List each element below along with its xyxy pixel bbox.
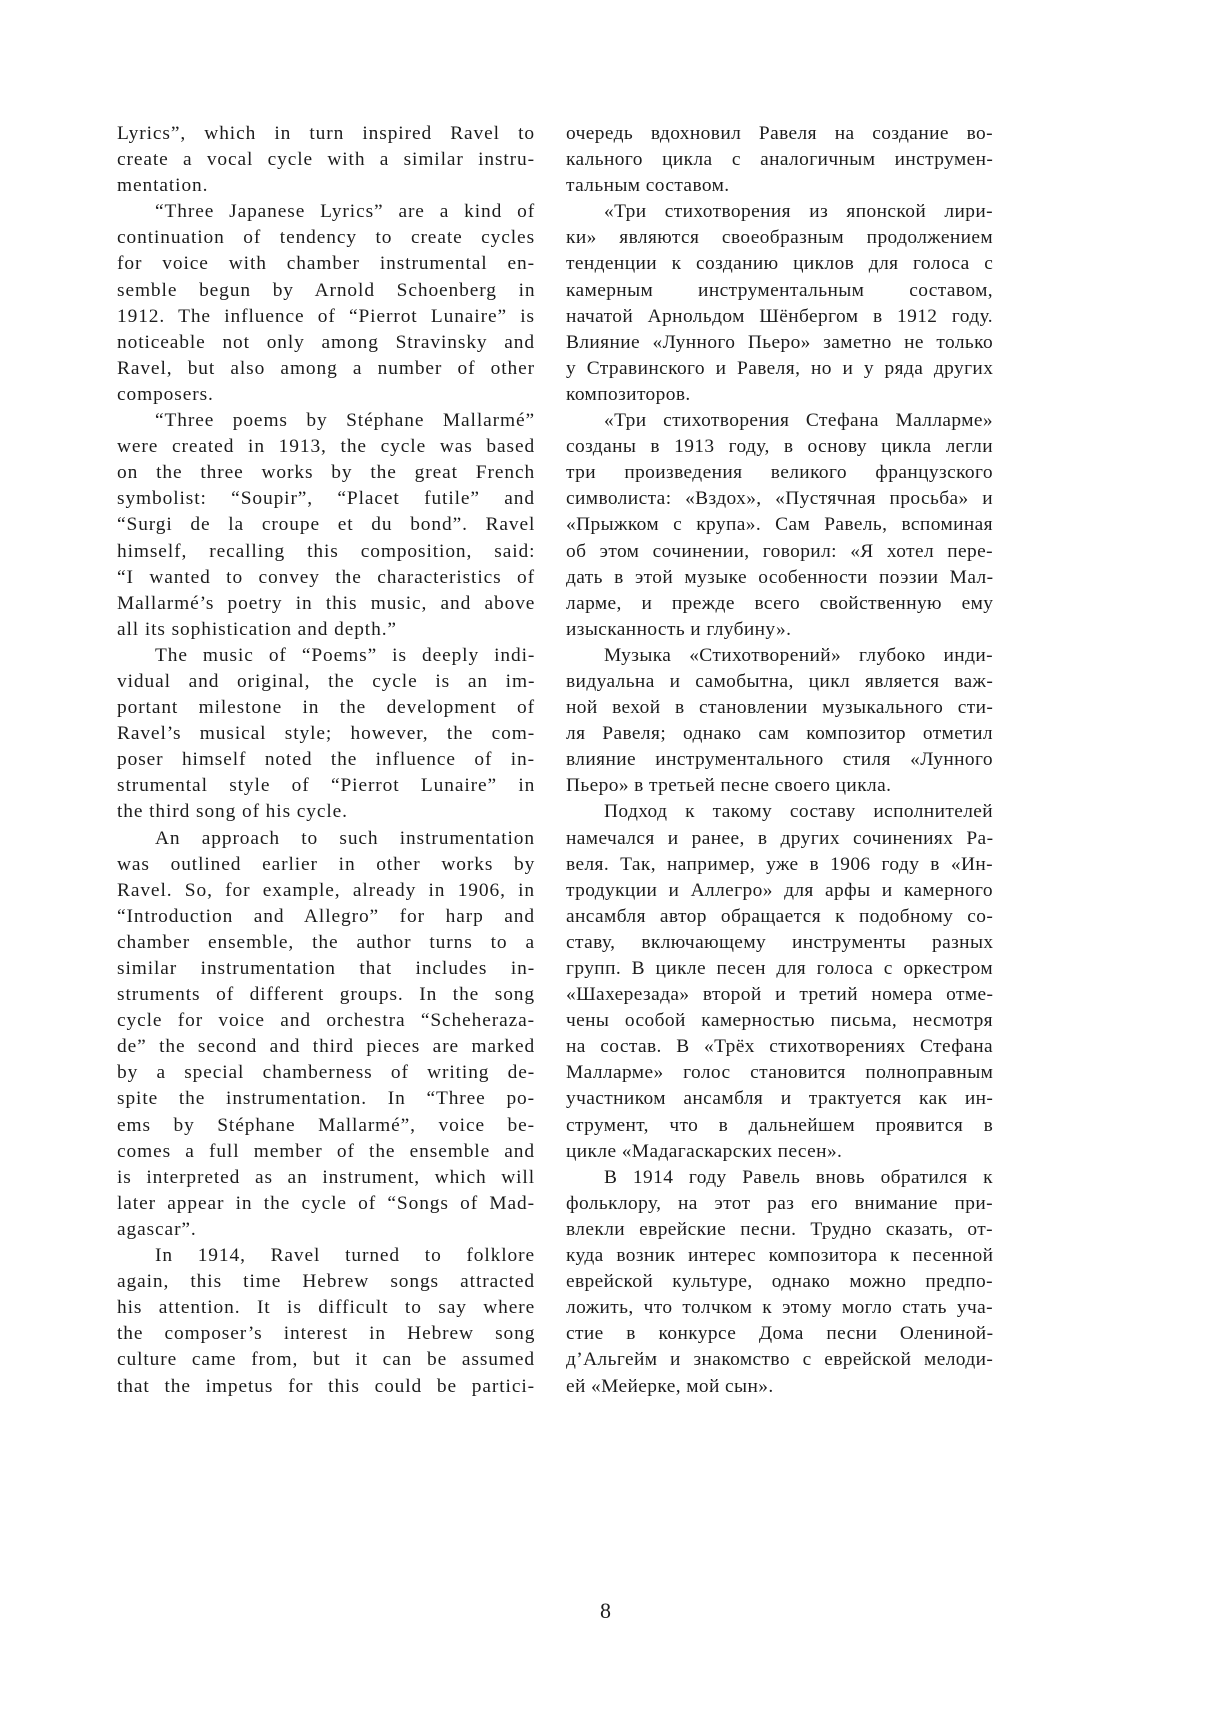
text-line: struments of different groups. In the song (117, 984, 535, 1006)
paragraph (566, 408, 993, 643)
text-line: the third song of his cycle. (117, 801, 348, 823)
text-line: were created in 1913, the cycle was based (117, 436, 536, 458)
text-line: созданы в 1913 году, в основу цикла легли (566, 436, 993, 458)
text-line: влекли еврейские песни. Трудно сказать, от- (566, 1218, 993, 1240)
text-line: композиторов. (566, 383, 691, 405)
text-line: strumental style of “Pierrot Lunaire” in (117, 775, 536, 797)
text-line: for voice with chamber instrumental en- (117, 253, 535, 275)
text-line: «Шахерезада» второй и третий номера отме- (566, 984, 994, 1006)
paragraph (117, 826, 535, 1244)
text-line: веля. Так, например, уже в 1906 году в «Ин- (566, 853, 993, 875)
text-line: участником ансамбля и трактуется как ин- (566, 1088, 994, 1110)
text-line: у Стравинского и Равеля, но и у ряда других (566, 357, 994, 379)
text-line: видуальна и самобытна, цикл является важ- (566, 670, 994, 692)
text-line: noticeable not only among Stravinsky and (117, 331, 535, 353)
text-line: ложить, что толчком к этому могло стать уча- (566, 1297, 993, 1319)
text-line: cycle for voice and orchestra “Scheheraza- (117, 1010, 535, 1032)
text-line: д’Альгейм и знакомство с еврейской мелоди- (566, 1349, 994, 1371)
text-line: Малларме» голос становится полноправным (566, 1062, 994, 1084)
text-line: mentation. (117, 175, 209, 197)
text-line: “Surgi de la croupe et du bond”. Ravel (117, 514, 536, 536)
text-line: намечался и ранее, в других сочинениях Ра- (566, 827, 994, 849)
text-line: on the three works by the great French (117, 462, 536, 484)
text-line: струмент, что в дальнейшем проявится в (566, 1114, 994, 1136)
paragraph (117, 408, 535, 643)
text-line: comes a full member of the ensemble and (117, 1140, 535, 1162)
text-line: ставу, включающему инструменты разных (566, 931, 994, 953)
paragraph (117, 121, 535, 199)
text-line: ной вехой в становлении музыкального сти- (566, 697, 994, 719)
text-line: «Три стихотворения из японской лири- (604, 201, 993, 223)
text-line: again, this time Hebrew songs attracted (117, 1271, 535, 1293)
text-line: ля Равеля; однако сам композитор отметил (566, 723, 993, 745)
text-line: culture came from, but it can be assumed (117, 1349, 535, 1371)
text-line: was outlined earlier in other works by (117, 853, 536, 875)
paragraph (117, 643, 535, 826)
text-line: три произведения великого французского (566, 462, 993, 484)
text-line: Lyrics”, which in turn inspired Ravel to (117, 123, 535, 144)
text-line: ансамбля автор обращается к подобному со- (566, 905, 994, 927)
paragraph (566, 799, 993, 1164)
text-line: об этом сочинении, говорил: «Я хотел пере- (566, 540, 994, 562)
text-line: куда возник интерес композитора к песенной (566, 1245, 994, 1267)
text-line: himself, recalling this composition, said: (117, 540, 536, 562)
text-line: ларме, и прежде всего свойственную ему (566, 592, 994, 614)
text-line: de” the second and third pieces are marked (117, 1036, 536, 1058)
paragraph (117, 199, 535, 408)
text-line: стие в конкурсе Дома песни Олениной- (566, 1323, 994, 1345)
text-line: начатой Арнольдом Шёнбергом в 1912 году. (566, 305, 993, 327)
text-line: “Three poems by Stéphane Mallarmé” (155, 410, 535, 432)
text-line: на состав. В «Трёх стихотворениях Стефана (566, 1036, 993, 1058)
text-line: “Introduction and Allegro” for harp and (117, 905, 535, 927)
paragraph (566, 199, 993, 408)
text-line: his attention. It is difficult to say where (117, 1297, 536, 1319)
text-line: continuation of tendency to create cycles (117, 227, 536, 249)
text-line: чены особой камерностью письма, несмотря (566, 1010, 993, 1032)
text-line: тальным составом. (566, 175, 730, 197)
text-line: ей «Мейерке, мой сын». (566, 1375, 774, 1397)
text-line: Влияние «Лунного Пьеро» заметно не только (566, 331, 994, 353)
text-line: Пьеро» в третьей песне своего цикла. (566, 775, 892, 797)
text-line: composers. (117, 383, 214, 405)
text-line: Подход к такому составу исполнителей (604, 801, 994, 823)
text-line: Ravel, but also among a number of other (117, 357, 535, 379)
text-line: Музыка «Стихотворений» глубоко инди- (604, 644, 993, 666)
text-line: групп. В цикле песен для голоса с оркестром (566, 958, 993, 979)
text-line: create a vocal cycle with a similar instru- (117, 149, 535, 171)
text-line: ки» являются своеобразным продолжением (566, 227, 994, 249)
text-line: poser himself noted the influence of in- (117, 749, 535, 771)
text-line: semble begun by Arnold Schoenberg in (117, 279, 536, 301)
text-line: тенденции к созданию циклов для голоса с (566, 253, 994, 275)
text-line: the composer’s interest in Hebrew song (117, 1323, 536, 1345)
text-line: 1912. The influence of “Pierrot Lunaire” is (117, 305, 535, 327)
text-line: “Three Japanese Lyrics” are a kind of (155, 201, 536, 223)
text-line: цикле «Мадагаскарских песен». (566, 1140, 843, 1162)
text-line: all its sophistication and depth.” (117, 618, 397, 640)
text-line: очередь вдохновил Равеля на создание во- (566, 123, 993, 144)
text-line: vidual and original, the cycle is an im- (117, 670, 536, 692)
text-line: влияние инструментального стиля «Лунного (566, 749, 993, 771)
text-line: portant milestone in the development of (117, 697, 535, 719)
text-line: еврейской культуре, однако можно предпо- (566, 1271, 993, 1293)
text-line: фольклору, на этот раз его внимание при- (566, 1192, 993, 1214)
text-line: символиста: «Вздох», «Пустячная просьба» и (566, 488, 993, 510)
text-line: In 1914, Ravel turned to folklore (155, 1245, 535, 1267)
text-line: кального цикла с аналогичным инструмен- (566, 149, 994, 171)
text-line: symbolist: “Soupir”, “Placet futile” and (117, 488, 535, 510)
text-line: An approach to such instrumentation (155, 827, 535, 849)
text-line: similar instrumentation that includes in- (117, 958, 536, 979)
text-line: by a special chamberness of writing de- (117, 1062, 536, 1084)
text-line: Ravel’s musical style; however, the com- (117, 723, 536, 745)
text-line: chamber ensemble, the author turns to a (117, 931, 535, 953)
text-line: “I wanted to convey the characteristics of (117, 566, 535, 588)
text-line: дать в этой музыке особенности поэзии Мал- (566, 566, 994, 588)
paragraph (566, 1165, 993, 1400)
text-line: изысканность и глубину». (566, 618, 792, 640)
text-line: «Три стихотворения Стефана Малларме» (604, 410, 993, 432)
text-line: камерным инструментальным составом, (566, 279, 993, 301)
paragraph (566, 121, 993, 199)
text-line: later appear in the cycle of “Songs of Mad- (117, 1192, 535, 1214)
page-number: 8 (600, 1598, 611, 1623)
text-line: spite the instrumentation. In “Three po- (117, 1088, 535, 1110)
text-line: is interpreted as an instrument, which will (117, 1166, 535, 1188)
text-line: тродукции и Аллегро» для арфы и камерного (566, 879, 993, 901)
text-line: «Прыжком с крупа». Сам Равель, вспоминая (566, 514, 993, 536)
paragraph (117, 1243, 535, 1400)
english-column (117, 121, 535, 1400)
text-line: Ravel. So, for example, already in 1906, in (117, 879, 536, 901)
text-line: ems by Stéphane Mallarmé”, voice be- (117, 1114, 535, 1136)
text-line: agascar”. (117, 1218, 197, 1240)
russian-column (566, 121, 993, 1400)
paragraph (566, 643, 993, 800)
text-line: В 1914 году Равель вновь обратился к (604, 1166, 993, 1188)
text-line: The music of “Poems” is deeply indi- (155, 644, 536, 666)
text-line: Mallarmé’s poetry in this music, and above (117, 592, 536, 614)
text-line: that the impetus for this could be partici- (117, 1375, 535, 1397)
